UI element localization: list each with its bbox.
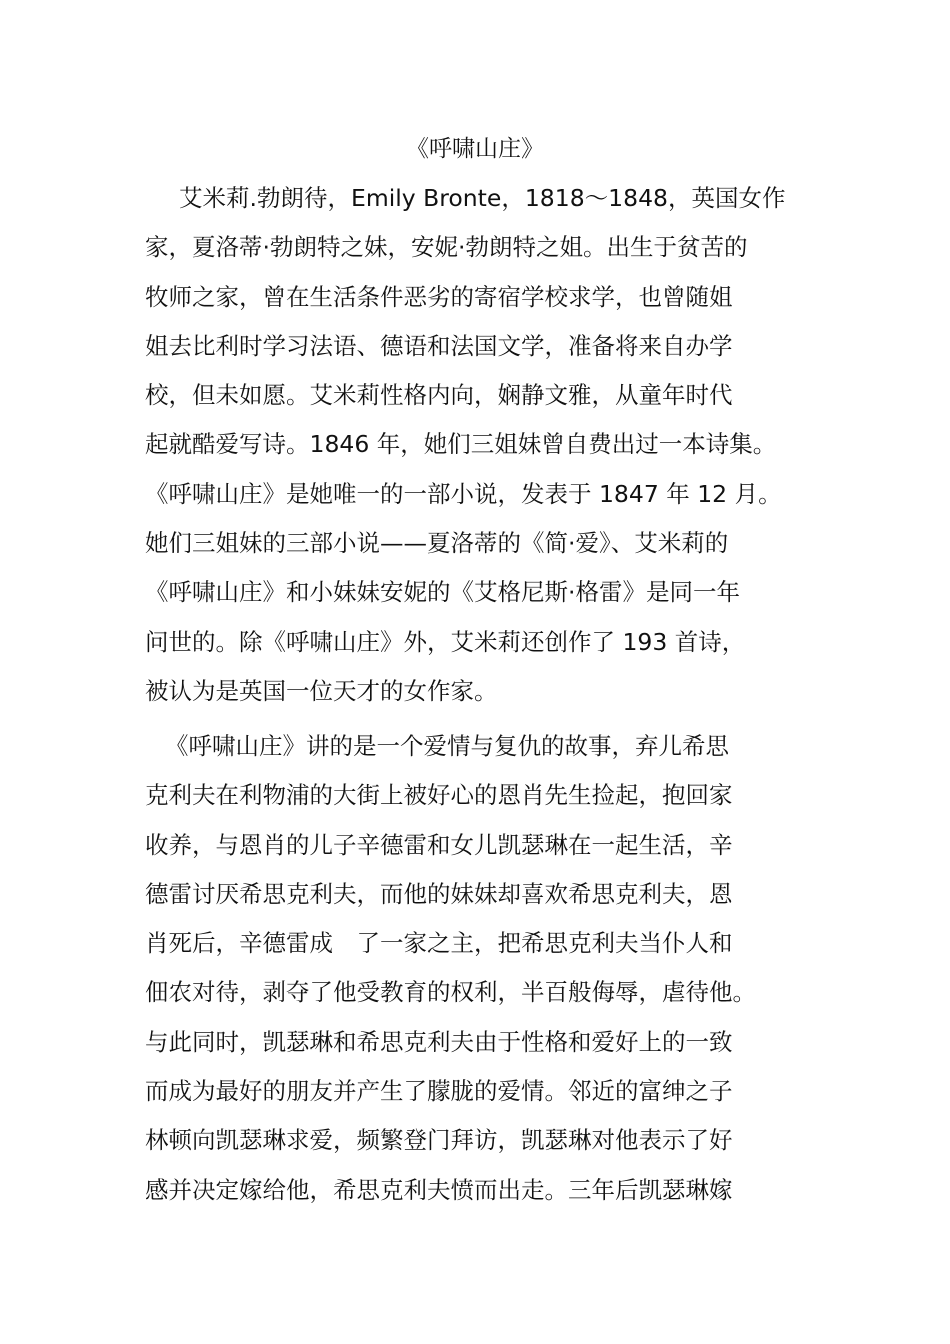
text-line: 被认为是英国一位天才的女作家。 <box>145 676 498 705</box>
text-line: 收养，与恩肖的儿子辛德雷和女儿凯瑟琳在一起生活，辛 <box>145 830 733 859</box>
text-line: 《呼啸山庄》和小妹妹安妮的《艾格尼斯·格雷》是同一年 <box>145 578 740 607</box>
text-line: 而成为最好的朋友并产生了朦胧的爱情。邻近的富绅之子 <box>145 1077 733 1106</box>
text-line: 与此同时，凯瑟琳和希思克利夫由于性格和爱好上的一致 <box>145 1027 733 1056</box>
text-line: 问世的。除《呼啸山庄》外，艾米莉还创作了 193 首诗， <box>145 627 746 656</box>
text-line: 佃农对待，剥夺了他受教育的权利，半百般侮辱，虐待他。 <box>145 978 756 1007</box>
text-line: 肖死后，辛德雷成 了一家之主，把希思克利夫当仆人和 <box>145 929 733 958</box>
text-line: 艾米莉.勃朗待，Emily Bronte，1818～1848，英国女作 <box>179 184 786 212</box>
document-title: 《呼啸山庄》 <box>406 136 544 162</box>
text-line: 她们三姐妹的三部小说——夏洛蒂的《简·爱》、艾米莉的 <box>145 529 729 558</box>
text-line: 牧师之家，曾在生活条件恶劣的寄宿学校求学，也曾随姐 <box>145 282 733 311</box>
paragraph-plot-summary <box>145 722 756 1215</box>
text-line: 林顿向凯瑟琳求爱，频繁登门拜访，凯瑟琳对他表示了好 <box>145 1126 733 1155</box>
text-line: 德雷讨厌希思克利夫，而他的妹妹却喜欢希思克利夫，恩 <box>145 879 733 908</box>
text-line: 家，夏洛蒂·勃朗特之妹，安妮·勃朗特之姐。出生于贫苦的 <box>145 233 748 262</box>
text-line: 感并决定嫁给他，希思克利夫愤而出走。三年后凯瑟琳嫁 <box>145 1175 733 1204</box>
text-line: 克利夫在利物浦的大街上被好心的恩肖先生捡起，抱回家 <box>145 781 733 810</box>
text-line: 起就酷爱写诗。1846 年，她们三姐妹曾自费出过一本诗集。 <box>145 430 777 459</box>
text-line: 《呼啸山庄》是她唯一的一部小说，发表于 1847 年 12 月。 <box>145 479 782 508</box>
text-line: 校，但未如愿。艾米莉性格内向，娴静文雅，从童年时代 <box>145 381 733 410</box>
text-line: 《呼啸山庄》讲的是一个爱情与复仇的故事，弃儿希思 <box>165 732 729 760</box>
text-line: 姐去比利时学习法语、德语和法国文学，准备将来自办学 <box>145 331 733 360</box>
paragraph-author-bio <box>145 174 785 716</box>
